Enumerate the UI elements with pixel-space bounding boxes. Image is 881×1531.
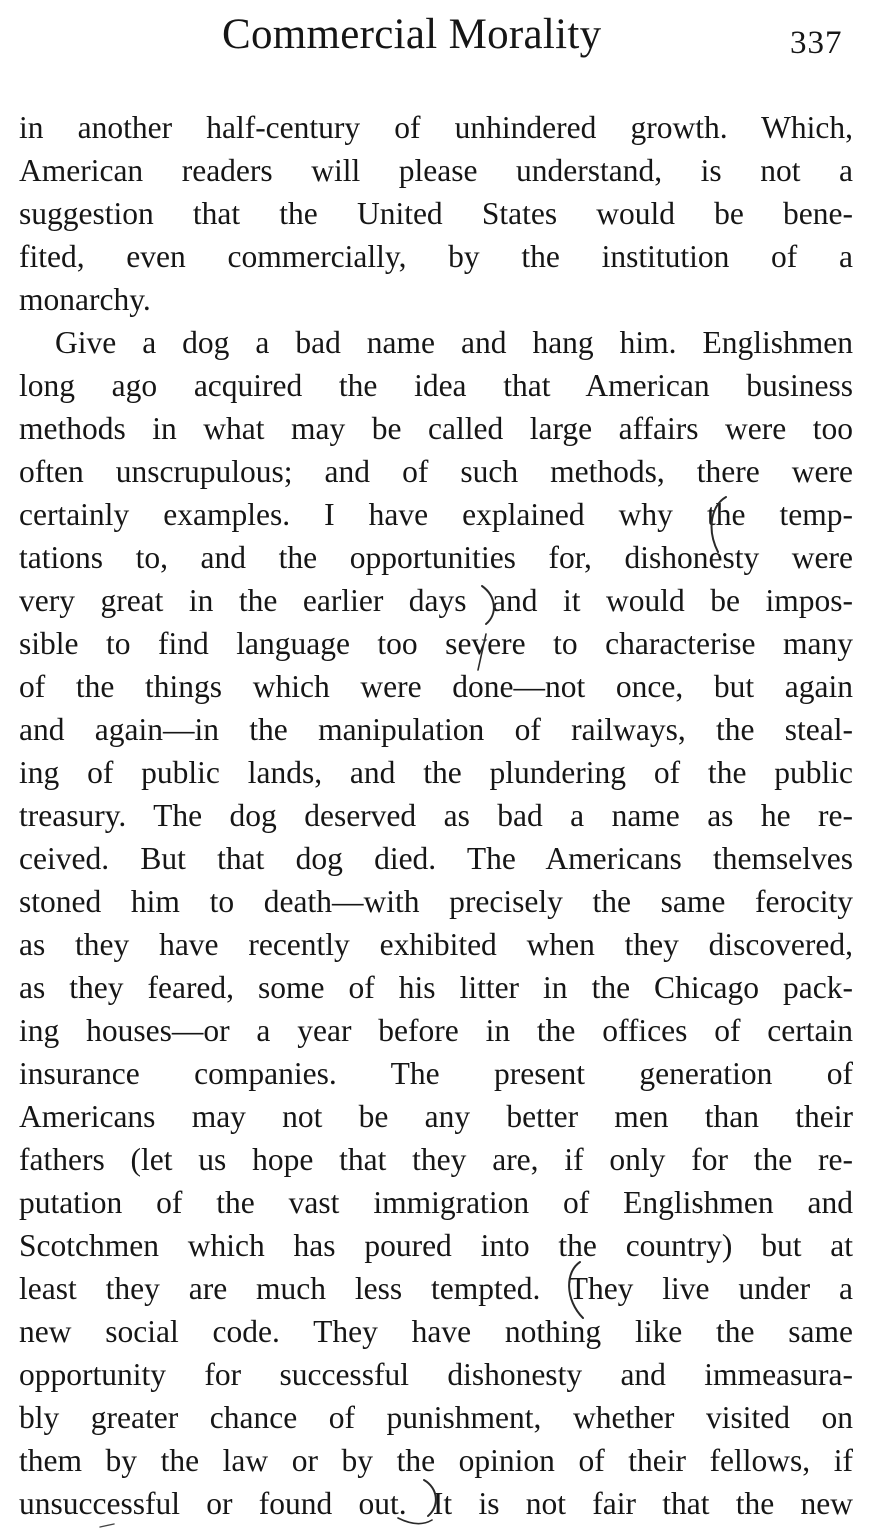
- text-line: opportunity for successful dishonesty and immeasura-: [19, 1357, 853, 1392]
- text-line: monarchy.: [19, 282, 151, 317]
- text-line: least they are much less tempted. They live under a: [19, 1271, 853, 1306]
- page-number: 337: [790, 25, 843, 61]
- text-line: new social code. They have nothing like the same: [19, 1314, 853, 1349]
- text-line: ing of public lands, and the plundering of the public: [19, 755, 853, 790]
- text-line: tations to, and the opportunities for, dishonesty were: [19, 540, 853, 575]
- text-line: of the things which were done—not once, but again: [19, 669, 853, 704]
- text-line: ceived. But that dog died. The Americans themselves: [19, 841, 853, 876]
- text-line: Give a dog a bad name and hang him. Englishmen: [55, 325, 853, 360]
- text-line: treasury. The dog deserved as bad a name as he re-: [19, 798, 853, 833]
- text-line: fathers (let us hope that they are, if only for the re-: [19, 1142, 853, 1177]
- text-line: ing houses—or a year before in the offices of certain: [19, 1013, 853, 1048]
- text-line: unsuccessful or found out. It is not fair that the new: [19, 1486, 853, 1521]
- text-line: putation of the vast immigration of Englishmen and: [19, 1185, 853, 1220]
- text-line: long ago acquired the idea that American business: [19, 368, 853, 403]
- text-line: very great in the earlier days and it would be impos-: [19, 583, 853, 618]
- text-line: fited, even commercially, by the institution of a: [19, 239, 853, 274]
- text-line: often unscrupulous; and of such methods, there were: [19, 454, 853, 489]
- text-line: as they have recently exhibited when they discovered,: [19, 927, 853, 962]
- text-line: certainly examples. I have explained why the temp-: [19, 497, 853, 532]
- text-line: methods in what may be called large affairs were too: [19, 411, 853, 446]
- text-line: suggestion that the United States would be bene-: [19, 196, 853, 231]
- text-line: Americans may not be any better men than their: [19, 1099, 853, 1134]
- text-line: stoned him to death—with precisely the same ferocity: [19, 884, 853, 919]
- text-line: in another half-century of unhindered growth. Which,: [19, 110, 853, 145]
- text-line: Scotchmen which has poured into the country) but at: [19, 1228, 853, 1263]
- text-line: sible to find language too severe to characterise many: [19, 626, 853, 661]
- text-line: insurance companies. The present generation of: [19, 1056, 853, 1091]
- running-title: Commercial Morality: [222, 11, 602, 58]
- text-line: American readers will please understand, is not a: [19, 153, 853, 188]
- text-line: bly greater chance of punishment, whether visited on: [19, 1400, 853, 1435]
- text-line: and again—in the manipulation of railways, the steal-: [19, 712, 853, 747]
- text-line: them by the law or by the opinion of their fellows, if: [19, 1443, 853, 1478]
- text-line: as they feared, some of his litter in the Chicago pack-: [19, 970, 853, 1005]
